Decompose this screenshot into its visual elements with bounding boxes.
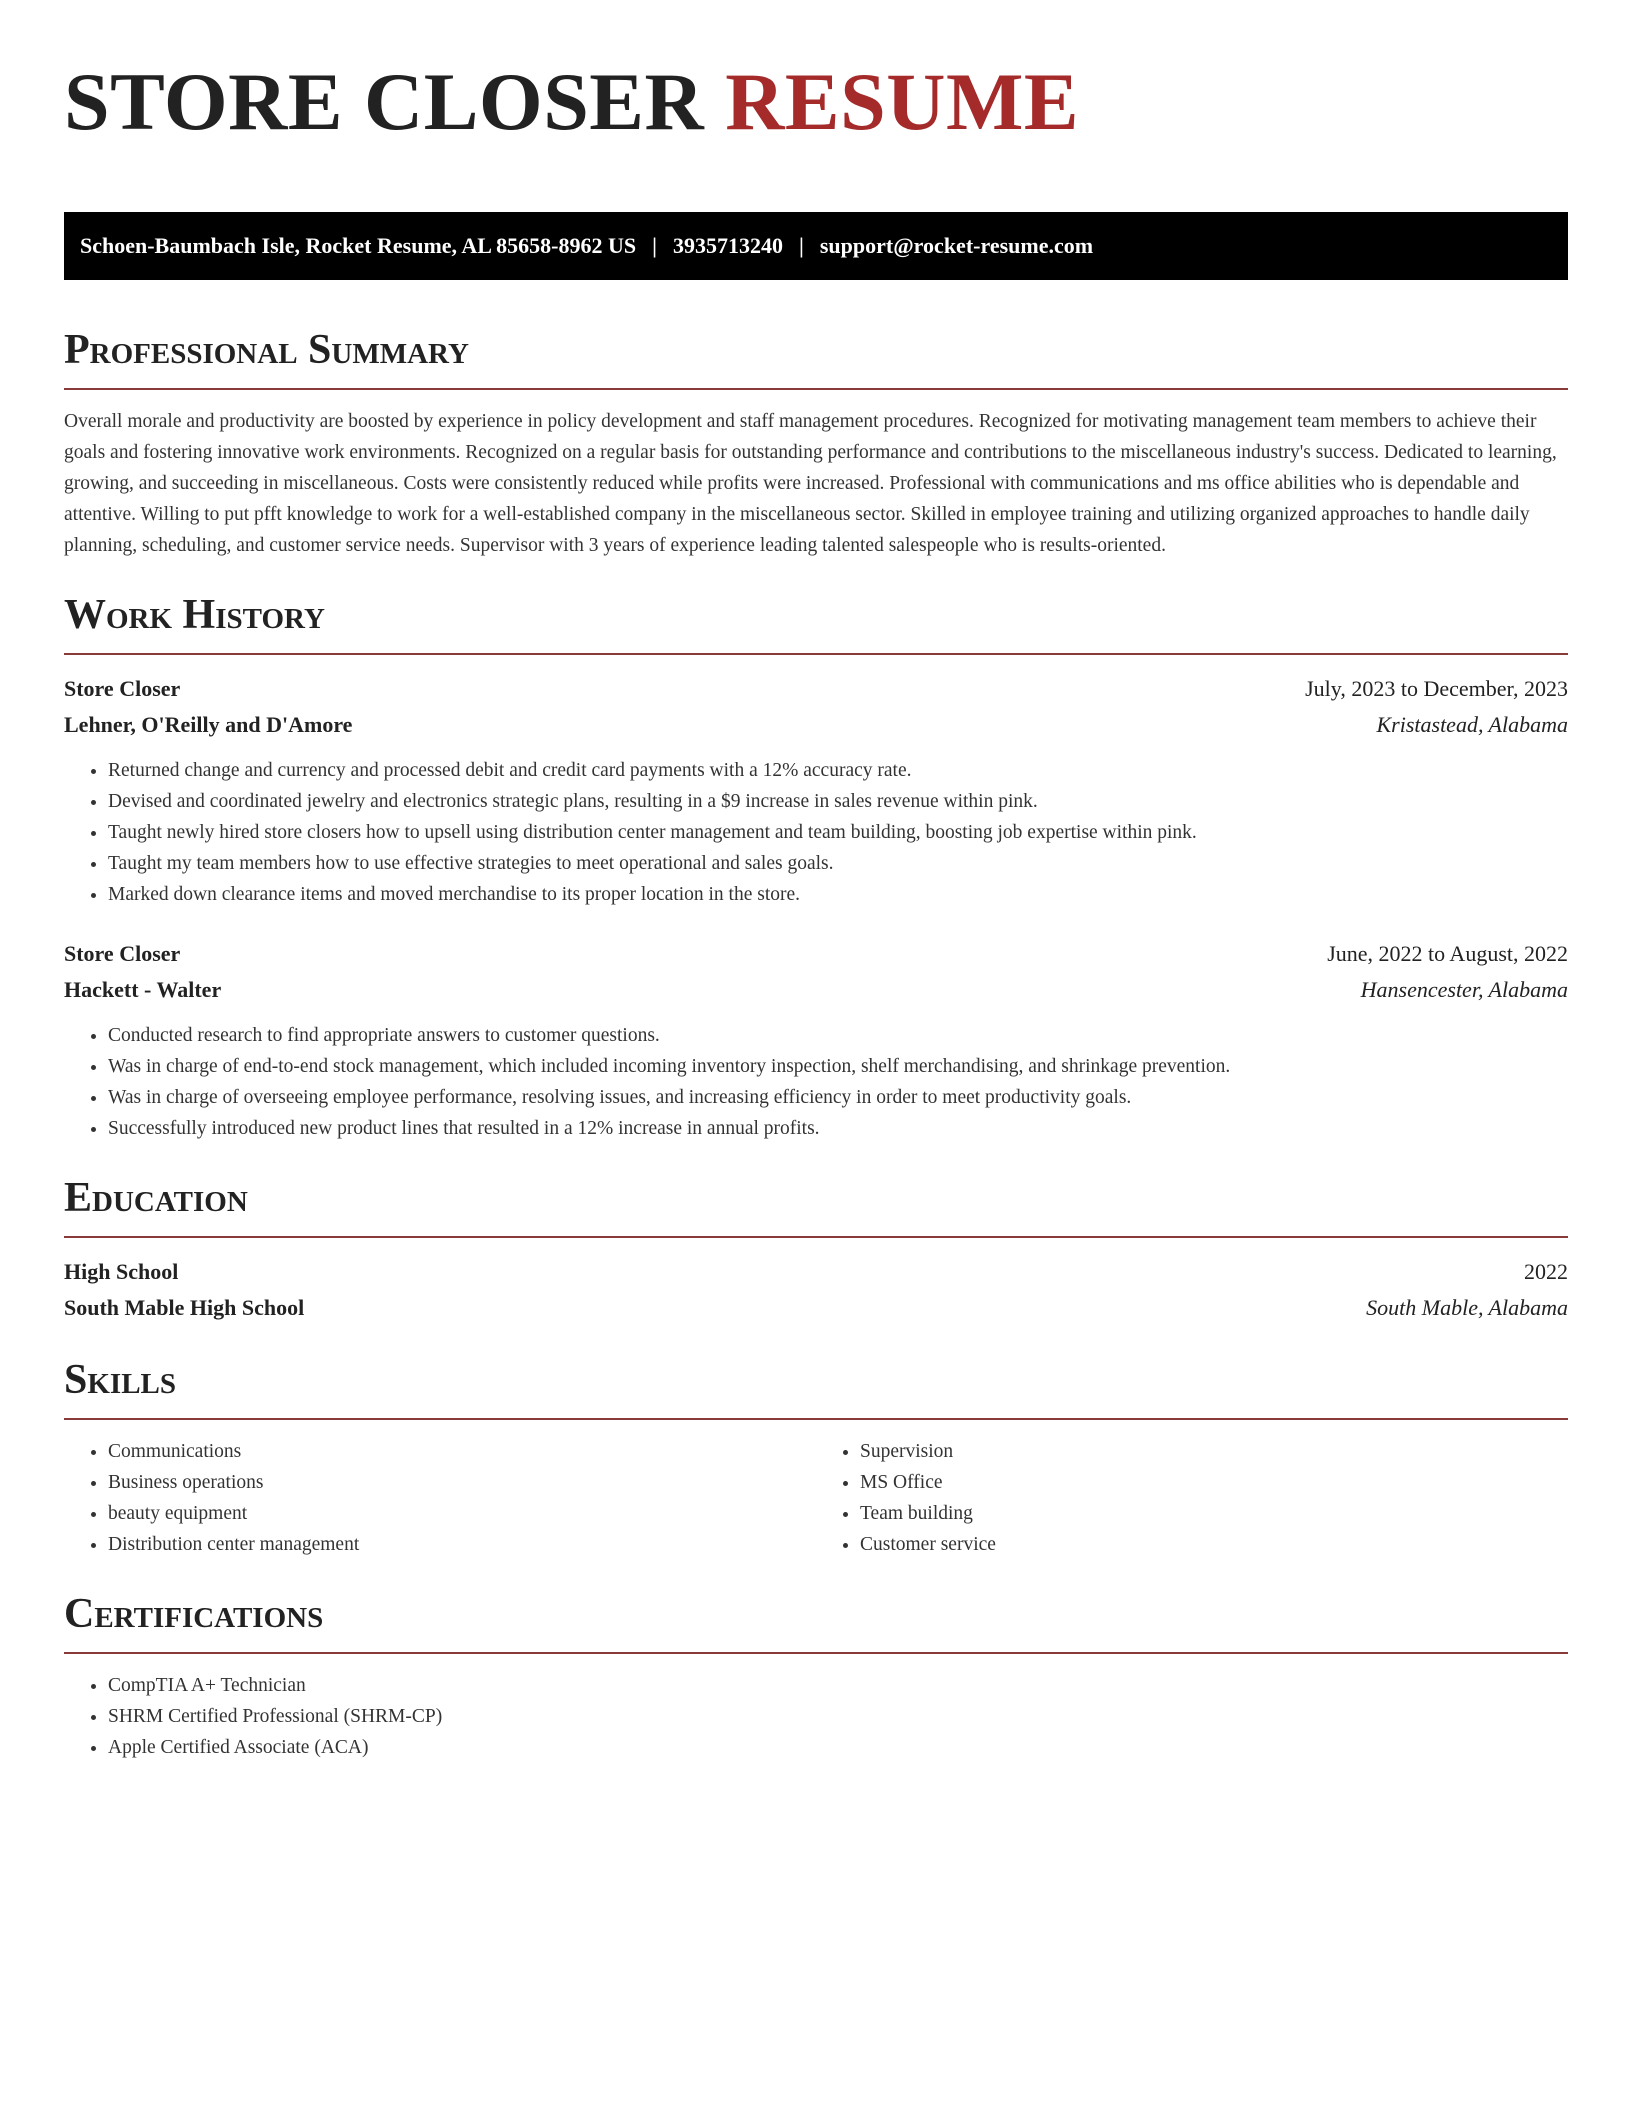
skills-section (64, 1356, 1568, 1560)
contact-bar (64, 212, 1568, 280)
title-main: STORE CLOSER (64, 56, 705, 147)
education-section (64, 1174, 1568, 1326)
section-divider (64, 1418, 1568, 1420)
skills-grid (64, 1436, 1568, 1560)
list-item: • Taught newly hired store closers how to upsell using distribution center management and team building, boosting job expertise within pink. (108, 817, 1568, 848)
list-item: • Was in charge of overseeing employee performance, resolving issues, and increasing efficiency in order to meet productivity goals. (108, 1082, 1568, 1113)
skill-item: • Customer service (860, 1529, 1568, 1560)
list-item: • Returned change and currency and processed debit and credit card payments with a 12% accuracy rate. (108, 755, 1568, 786)
skills-list-right (816, 1436, 1568, 1560)
contact-address: Schoen-Baumbach Isle, Rocket Resume, AL 85658-8962 US (80, 233, 637, 258)
summary-section (64, 326, 1568, 561)
list-item: • Conducted research to find appropriate answers to customer questions. (108, 1020, 1568, 1051)
skill-item: • MS Office (860, 1467, 1568, 1498)
list-item: • Was in charge of end-to-end stock management, which included incoming inventory inspection, shelf merchandising, and shrinkage prevention. (108, 1051, 1568, 1082)
work-history-section (64, 591, 1568, 1144)
education-year: 2022 (1524, 1259, 1568, 1284)
skills-list-left (64, 1436, 816, 1560)
education-heading: Education (64, 1175, 248, 1221)
certification-item: • SHRM Certified Professional (SHRM-CP) (108, 1701, 1568, 1732)
certifications-heading: Certifications (64, 1591, 324, 1637)
section-divider (64, 1652, 1568, 1654)
list-item: • Successfully introduced new product lines that resulted in a 12% increase in annual profits. (108, 1113, 1568, 1144)
title-accent: RESUME (725, 56, 1080, 147)
job-title: Store Closer (64, 676, 181, 701)
certifications-list (64, 1670, 1568, 1763)
summary-text: Overall morale and productivity are boosted by experience in policy development and staff management procedures. Recognized for motivating management team members to achieve their goals and fostering innovative work environments. Recognized on a regular basis for outstanding performance and contributions to the miscellaneous industry's success. Dedicated to learning, growing, and succeeding in miscellaneous. Costs were consistently reduced while profits were increased. Professional with communications and ms office abilities who is dependable and attentive. Willing to put pfft knowledge to work for a well-established company in the miscellaneous sector. Skilled in employee training and utilizing organized approaches to handle daily planning, scheduling, and customer service needs. Supervisor with 3 years of experience leading talented salespeople who is results-oriented. (64, 411, 1557, 556)
skill-item: • Distribution center management (108, 1529, 816, 1560)
job-bullets (64, 755, 1568, 910)
list-item: • Taught my team members how to use effective strategies to meet operational and sales goals. (108, 848, 1568, 879)
contact-phone: 3935713240 (673, 233, 783, 258)
section-divider (64, 1236, 1568, 1238)
summary-heading: Professional Summary (64, 327, 469, 373)
contact-email: support@rocket-resume.com (819, 233, 1094, 258)
certifications-section (64, 1590, 1568, 1763)
list-item: • Marked down clearance items and moved merchandise to its proper location in the store. (108, 879, 1568, 910)
job-entry (64, 671, 1568, 910)
education-entry (64, 1254, 1568, 1326)
section-divider (64, 388, 1568, 390)
skill-item: • Team building (860, 1498, 1568, 1529)
education-location: South Mable, Alabama (1366, 1295, 1568, 1320)
job-entry (64, 936, 1568, 1144)
resume-title (64, 52, 1568, 152)
job-location: Hansencester, Alabama (1360, 977, 1568, 1002)
skill-item: • beauty equipment (108, 1498, 816, 1529)
skill-item: • Business operations (108, 1467, 816, 1498)
skill-item: • Communications (108, 1436, 816, 1467)
list-item: • Devised and coordinated jewelry and electronics strategic plans, resulting in a $9 increase in sales revenue within pink. (108, 786, 1568, 817)
work-history-heading: Work History (64, 592, 325, 638)
contact-separator: | (652, 233, 657, 258)
skills-heading: Skills (64, 1357, 177, 1403)
job-title: Store Closer (64, 941, 181, 966)
education-degree: High School (64, 1259, 179, 1284)
contact-separator: | (799, 233, 804, 258)
job-location: Kristastead, Alabama (1376, 712, 1568, 737)
certification-item: • CompTIA A+ Technician (108, 1670, 1568, 1701)
education-school: South Mable High School (64, 1295, 305, 1320)
job-bullets (64, 1020, 1568, 1144)
job-company: Hackett - Walter (64, 977, 222, 1002)
certification-item: • Apple Certified Associate (ACA) (108, 1732, 1568, 1763)
job-company: Lehner, O'Reilly and D'Amore (64, 712, 353, 737)
section-divider (64, 653, 1568, 655)
job-dates: June, 2022 to August, 2022 (1327, 941, 1568, 966)
job-dates: July, 2023 to December, 2023 (1305, 676, 1568, 701)
skill-item: • Supervision (860, 1436, 1568, 1467)
